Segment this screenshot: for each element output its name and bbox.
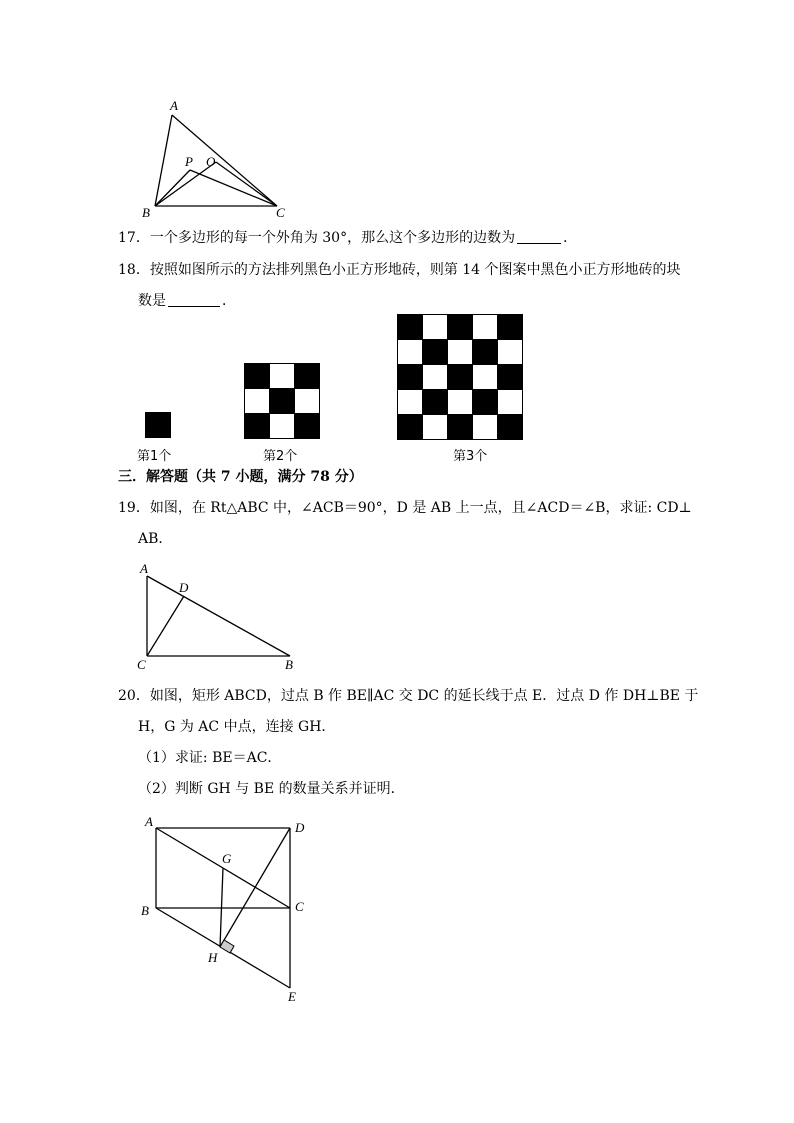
label-a: A <box>170 98 178 113</box>
figure-rectangle-abcd <box>130 810 320 1005</box>
black-tile <box>448 365 473 390</box>
question-20 <box>118 686 698 706</box>
black-tile <box>498 315 523 340</box>
white-tile <box>270 414 295 439</box>
label-d: D <box>179 580 189 595</box>
question-number: 18． <box>118 262 150 278</box>
question-20-part2 <box>138 779 405 799</box>
question-text: 数是 <box>138 293 166 309</box>
black-tile <box>498 365 523 390</box>
question-text: H，G 为 AC 中点，连接 GH． <box>138 719 336 735</box>
tile-caption-1: 第1个 <box>137 449 172 464</box>
question-number: 20． <box>118 688 150 704</box>
white-tile <box>423 365 448 390</box>
question-number: 17． <box>118 230 150 246</box>
white-tile <box>398 340 423 365</box>
label-a: A <box>145 814 153 829</box>
black-tile <box>473 340 498 365</box>
question-text: 按照如图所示的方法排列黑色小正方形地砖，则第 14 个图案中黑色小正方形地砖的块 <box>149 262 681 278</box>
question-17 <box>118 228 577 248</box>
question-text-end: ． <box>563 230 578 246</box>
white-tile <box>423 315 448 340</box>
question-19-line2 <box>138 529 172 549</box>
black-tile <box>423 390 448 415</box>
white-tile <box>245 389 270 414</box>
answer-blank[interactable] <box>517 229 561 244</box>
section-title: 三．解答题（共 7 小题，满分 78 分） <box>118 469 363 485</box>
white-tile <box>473 365 498 390</box>
label-e: E <box>288 989 296 1004</box>
label-d: D <box>295 820 305 835</box>
label-b: B <box>142 205 150 220</box>
black-tile <box>245 364 270 389</box>
label-b: B <box>285 657 293 672</box>
white-tile <box>423 415 448 440</box>
question-text: （1）求证: BE＝AC． <box>138 750 282 766</box>
question-number: 19． <box>118 500 150 516</box>
label-c: C <box>295 899 304 914</box>
black-tile <box>295 414 320 439</box>
label-o: O <box>206 154 216 169</box>
white-tile <box>270 364 295 389</box>
question-18-line2 <box>138 291 236 311</box>
black-tile <box>498 415 523 440</box>
question-text-end: ． <box>222 293 236 309</box>
question-text: 如图，在 Rt△ABC 中，∠ACB＝90°，D 是 AB 上一点，且∠ACD＝∠B，求证: CD⊥ <box>149 500 692 516</box>
question-text: （2）判断 GH 与 BE 的数量关系并证明． <box>138 781 405 797</box>
label-b: B <box>141 903 149 918</box>
question-20-part1 <box>138 748 281 768</box>
white-tile <box>498 340 523 365</box>
black-tile <box>146 413 171 438</box>
black-tile <box>398 315 423 340</box>
label-c: C <box>137 657 146 672</box>
white-tile <box>448 340 473 365</box>
tile-caption-2: 第2个 <box>263 449 298 464</box>
black-tile <box>270 389 295 414</box>
question-text: 一个多边形的每一个外角为 30°，那么这个多边形的边数为 <box>149 230 516 246</box>
answer-blank[interactable] <box>168 292 220 307</box>
black-tile <box>423 340 448 365</box>
label-g: G <box>222 851 232 866</box>
question-18 <box>118 260 681 280</box>
black-tile <box>448 315 473 340</box>
label-h: H <box>208 950 218 965</box>
label-p: P <box>185 154 193 169</box>
tile-caption-3: 第3个 <box>453 449 488 464</box>
white-tile <box>473 315 498 340</box>
white-tile <box>473 415 498 440</box>
tile-pattern-1 <box>145 412 171 438</box>
white-tile <box>448 390 473 415</box>
label-a: A <box>140 561 148 576</box>
question-text: 如图，矩形 ABCD，过点 B 作 BE∥AC 交 DC 的延长线于点 E．过点 D 作 DH⊥BE 于 <box>149 688 699 704</box>
question-20-line2 <box>138 717 335 737</box>
black-tile <box>398 415 423 440</box>
white-tile <box>295 389 320 414</box>
black-tile <box>448 415 473 440</box>
black-tile <box>473 390 498 415</box>
tile-pattern-3 <box>397 314 523 440</box>
tile-pattern-2 <box>244 363 320 439</box>
question-text: AB． <box>138 531 173 547</box>
black-tile <box>295 364 320 389</box>
question-19 <box>118 498 692 518</box>
white-tile <box>498 390 523 415</box>
white-tile <box>398 390 423 415</box>
label-c: C <box>276 205 285 220</box>
figure-right-triangle-acb <box>130 560 300 672</box>
black-tile <box>398 365 423 390</box>
black-tile <box>245 414 270 439</box>
figure-triangle-apo <box>130 95 300 225</box>
